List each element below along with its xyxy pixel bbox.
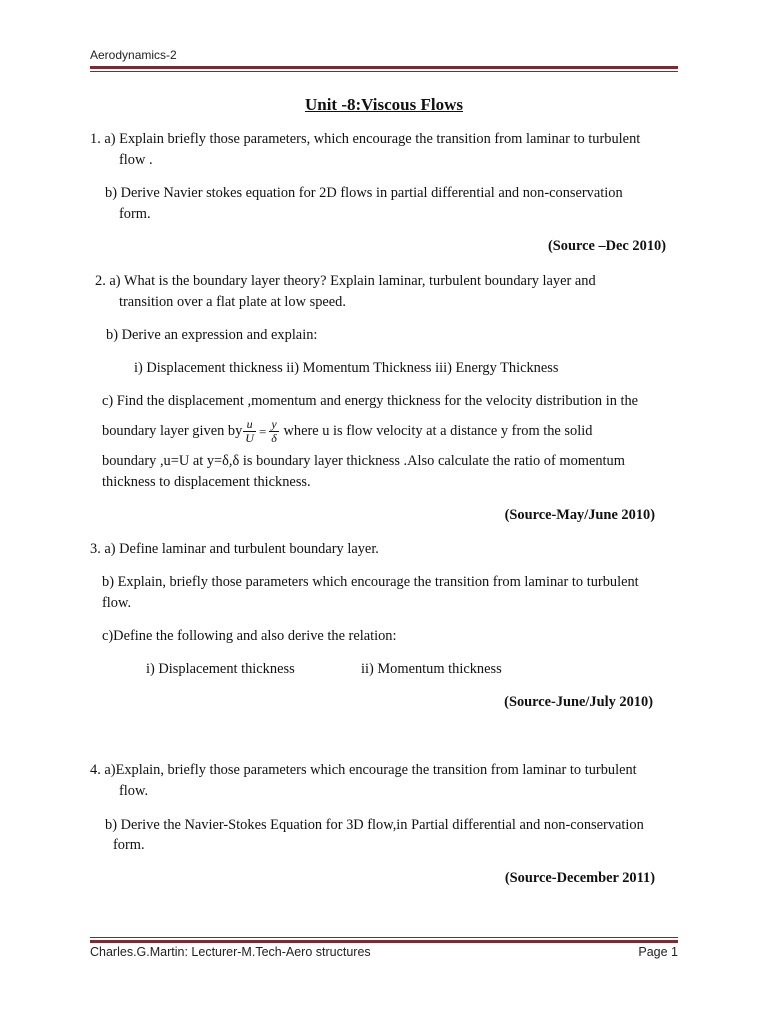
fraction-denominator: δ: [271, 431, 277, 446]
q4-b-line1: b) Derive the Navier-Stokes Equation for 3D flow,in Partial differential and non-conservation: [105, 817, 644, 833]
q3-a-line1: 3. a) Define laminar and turbulent boundary layer.: [90, 541, 379, 557]
q1-a-line2: flow .: [119, 152, 153, 168]
equals-sign: =: [258, 423, 267, 439]
q2-c-line2-post: where u is flow velocity at a distance y from the solid: [283, 423, 593, 439]
q1-a-line1: 1. a) Explain briefly those parameters, which encourage the transition from laminar to turbulent: [90, 131, 641, 147]
q2-b-line2: i) Displacement thickness ii) Momentum Thickness iii) Energy Thickness: [134, 360, 559, 376]
q1-b-line1: b) Derive Navier stokes equation for 2D flows in partial differential and non-conservation: [105, 185, 623, 201]
fraction-y-over-delta: [269, 418, 279, 445]
q1-source: (Source –Dec 2010): [547, 238, 666, 254]
header-rule-thin: [90, 71, 678, 72]
q2-b-line1: b) Derive an expression and explain:: [106, 327, 318, 343]
q4-a-line1: 4. a)Explain, briefly those parameters which encourage the transition from laminar to turbulent: [90, 762, 637, 778]
q3-c-item2: ii) Momentum thickness: [361, 661, 502, 677]
header-rule-thick: [90, 66, 678, 69]
q2-a-line2: transition over a flat plate at low speed.: [119, 294, 346, 310]
q3-c-line1: c)Define the following and also derive the relation:: [102, 628, 397, 644]
fraction-u-over-U: [243, 418, 256, 445]
q4-a-line2: flow.: [119, 783, 149, 799]
fraction-numerator: y: [269, 418, 279, 432]
q2-c-line2: [102, 416, 592, 447]
q3-source: (Source-June/July 2010): [504, 694, 653, 710]
footer-author: Charles.G.Martin: Lecturer-M.Tech-Aero structures: [90, 945, 371, 959]
q3-b-line2: flow.: [102, 595, 132, 611]
q4-b-line2: form.: [113, 837, 145, 853]
footer-rule-thick: [90, 940, 678, 943]
q2-a-line1: 2. a) What is the boundary layer theory? Explain laminar, turbulent boundary layer and: [95, 273, 596, 289]
q2-c-line1: c) Find the displacement ,momentum and energy thickness for the velocity distribution in the: [102, 393, 639, 409]
q1-b-line2: form.: [119, 206, 151, 222]
q3-c-item1: i) Displacement thickness: [146, 661, 295, 677]
fraction-denominator: U: [245, 431, 254, 446]
page-title: Unit -8:Viscous Flows: [304, 95, 464, 114]
footer-page-number: Page 1: [638, 945, 678, 959]
q3-b-line1: b) Explain, briefly those parameters which encourage the transition from laminar to turbulent: [102, 574, 639, 590]
q2-c-line3: boundary ,u=U at y=δ,δ is boundary layer thickness .Also calculate the ratio of momentum: [102, 453, 625, 469]
q2-c-line2-pre: boundary layer given by: [102, 423, 243, 439]
q4-source: (Source-December 2011): [504, 870, 655, 886]
fraction-numerator: u: [243, 418, 256, 432]
q2-source: (Source-May/June 2010): [504, 507, 655, 523]
footer-rule-thin: [90, 937, 678, 938]
header-title: Aerodynamics-2: [90, 48, 177, 62]
q2-c-line4: thickness to displacement thickness.: [102, 474, 311, 490]
